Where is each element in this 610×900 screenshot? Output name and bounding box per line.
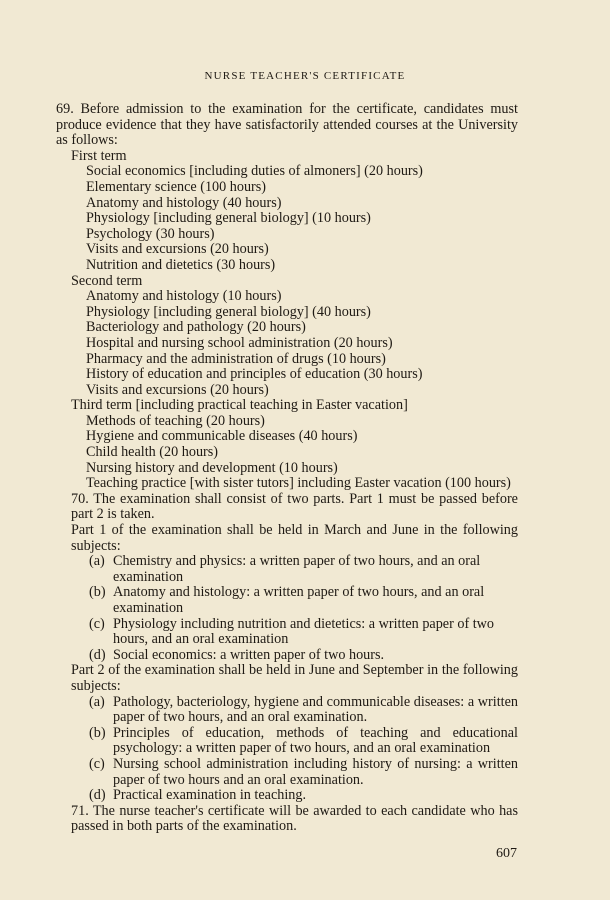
item-text: Principles of education, methods of teaching and educational psychology: a written paper of two hours, and an oral examination [113, 724, 518, 757]
item-label: (d) [89, 646, 106, 663]
course-item: History of education and principles of education (30 hours) [86, 366, 423, 383]
exam-item [56, 695, 518, 726]
item-label: (d) [89, 787, 106, 804]
item-text: Physiology including nutrition and dietetics: a written paper of two hours, and an oral examination [113, 615, 495, 648]
item-label: (c) [89, 615, 105, 632]
course-item: Psychology (30 hours) [86, 225, 215, 242]
exam-item [56, 788, 518, 804]
item-text: Social economics: a written paper of two hours. [113, 646, 385, 663]
course-item: Physiology [including general biology] (10 hours) [86, 210, 371, 227]
exam-item [56, 726, 518, 757]
exam-item [56, 585, 518, 616]
item-text: Anatomy and histology: a written paper of two hours, and an oral examination [113, 584, 485, 616]
item-label: (a) [89, 693, 105, 710]
course-item: Methods of teaching (20 hours) [86, 412, 265, 429]
item-text: Chemistry and physics: a written paper of two hours, and an oral examination [113, 553, 481, 585]
exam-item [56, 648, 518, 664]
course-item: Hospital and nursing school administration (20 hours) [86, 334, 393, 351]
item-label: (c) [89, 755, 105, 772]
course-item: Teaching practice [with sister tutors] including Easter vacation (100 hours) [86, 475, 511, 492]
course-item: Visits and excursions (20 hours) [86, 241, 269, 258]
course-item: Social economics [including duties of almoners] (20 hours) [86, 163, 423, 180]
part2-intro: Part 2 of the examination shall be held in June and September in the following subjects: [71, 662, 518, 694]
item-text: Nursing school administration including history of nursing: a written paper of two hours and an oral examination. [113, 755, 518, 788]
course-item: Physiology [including general biology] (40 hours) [86, 303, 371, 320]
exam-item [56, 554, 518, 585]
term-title: First term [71, 147, 127, 164]
course-item: Bacteriology and pathology (20 hours) [86, 319, 306, 336]
item-text: Practical examination in teaching. [113, 787, 307, 804]
exam-item [56, 757, 518, 788]
exam-item [56, 617, 518, 648]
course-item: Nutrition and dietetics (30 hours) [86, 256, 276, 273]
item-label: (a) [89, 553, 105, 570]
course-item: Visits and excursions (20 hours) [86, 381, 269, 398]
section-69-intro: 69. Before admission to the examination for the certificate, candidates must produce evidence that they have satisfactorily attended courses at the University as follows: [56, 101, 518, 149]
course-item: Pharmacy and the administration of drugs (10 hours) [86, 350, 386, 367]
course-item: Anatomy and histology (40 hours) [86, 194, 282, 211]
course-item: Anatomy and histology (10 hours) [86, 288, 282, 305]
course-item: Nursing history and development (10 hours) [86, 459, 338, 476]
part1-intro: Part 1 of the examination shall be held in March and June in the following subjects: [71, 522, 518, 554]
section-70-intro: 70. The examination shall consist of two parts. Part 1 must be passed before part 2 is taken. [71, 490, 518, 523]
course-item: Hygiene and communicable diseases (40 hours) [86, 428, 358, 445]
term-title: Second term [71, 272, 143, 289]
term-title: Third term [including practical teaching in Easter vacation] [71, 397, 408, 414]
body-text [56, 102, 518, 835]
course-item: Elementary science (100 hours) [86, 178, 267, 195]
running-header: NURSE TEACHER'S CERTIFICATE [204, 70, 406, 82]
section-71-text: 71. The nurse teacher's certificate will be awarded to each candidate who has passed in both parts of the examination. [71, 802, 518, 835]
course-item: Child health (20 hours) [86, 444, 219, 461]
item-label: (b) [89, 584, 106, 601]
item-label: (b) [89, 724, 106, 741]
page-number: 607 [496, 846, 517, 861]
item-text: Pathology, bacteriology, hygiene and communicable diseases: a written paper of two hours, and an oral examination. [113, 693, 518, 726]
